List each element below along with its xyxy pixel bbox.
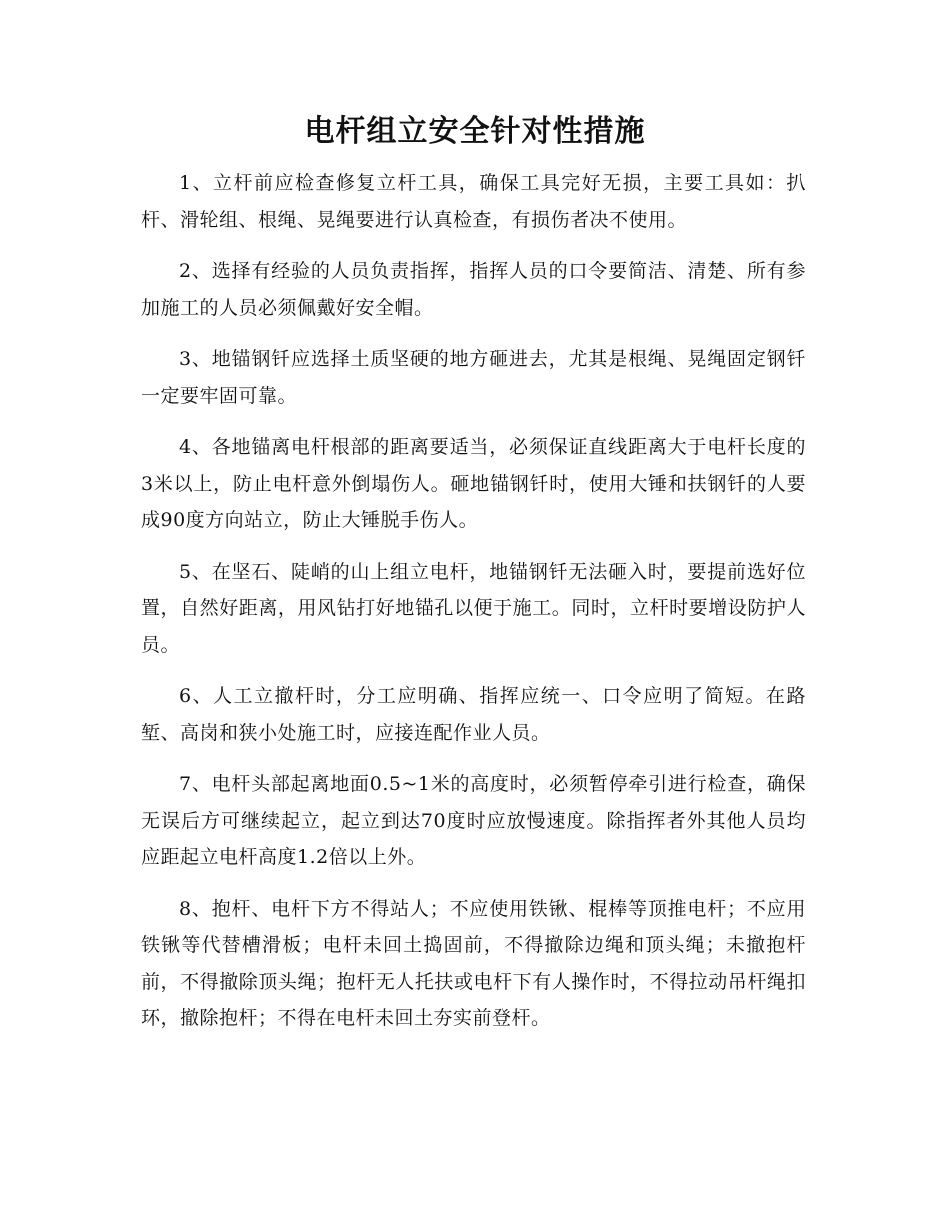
document-title: 电杆组立安全针对性措施 (304, 114, 646, 149)
paragraph-8: 8、抱杆、电杆下方不得站人；不应使用铁锹、棍棒等顶推电杆；不应用铁锹等代替槽滑板；电杆未回土捣固前，不得撤除边绳和顶头绳；未撤抱杆前，不得撤除顶头绳；抱杆无人托扶或电杆下有人操作时，不得拉动吊杆绳扣环，撤除抱杆；不得在电杆未回土夯实前登杆。 (141, 897, 806, 1029)
paragraph-6: 6、人工立撤杆时，分工应明确、指挥应统一、口令应明了简短。在路堑、高岗和狭小处施工时，应接连配作业人员。 (141, 685, 806, 744)
paragraph-4: 4、各地锚离电杆根部的距离要适当，必须保证直线距离大于电杆长度的3米以上，防止电杆意外倒塌伤人。砸地锚钢钎时，使用大锤和扶钢钎的人要成90度方向站立，防止大锤脱手伤人。 (141, 436, 806, 531)
paragraph-2: 2、选择有经验的人员负责指挥，指挥人员的口令要简洁、清楚、所有参加施工的人员必须佩戴好安全帽。 (141, 260, 806, 319)
paragraph-7: 7、电杆头部起离地面0.5~1米的高度时，必须暂停牵引进行检查，确保无误后方可继续起立，起立到达70度时应放慢速度。除指挥者外其他人员均应距起立电杆高度1.2倍以上外。 (141, 773, 806, 868)
paragraph-3: 3、地锚钢钎应选择土质坚硬的地方砸进去，尤其是根绳、晃绳固定钢钎一定要牢固可靠。 (141, 348, 806, 407)
document-body (141, 165, 806, 1052)
paragraph-1: 1、立杆前应检查修复立杆工具，确保工具完好无损，主要工具如：扒杆、滑轮组、根绳、晃绳要进行认真检查，有损伤者决不使用。 (141, 172, 806, 231)
paragraph-5: 5、在坚石、陡峭的山上组立电杆，地锚钢钎无法砸入时，要提前选好位置，自然好距离，用风钻打好地锚孔以便于施工。同时，立杆时要增设防护人员。 (141, 560, 806, 656)
